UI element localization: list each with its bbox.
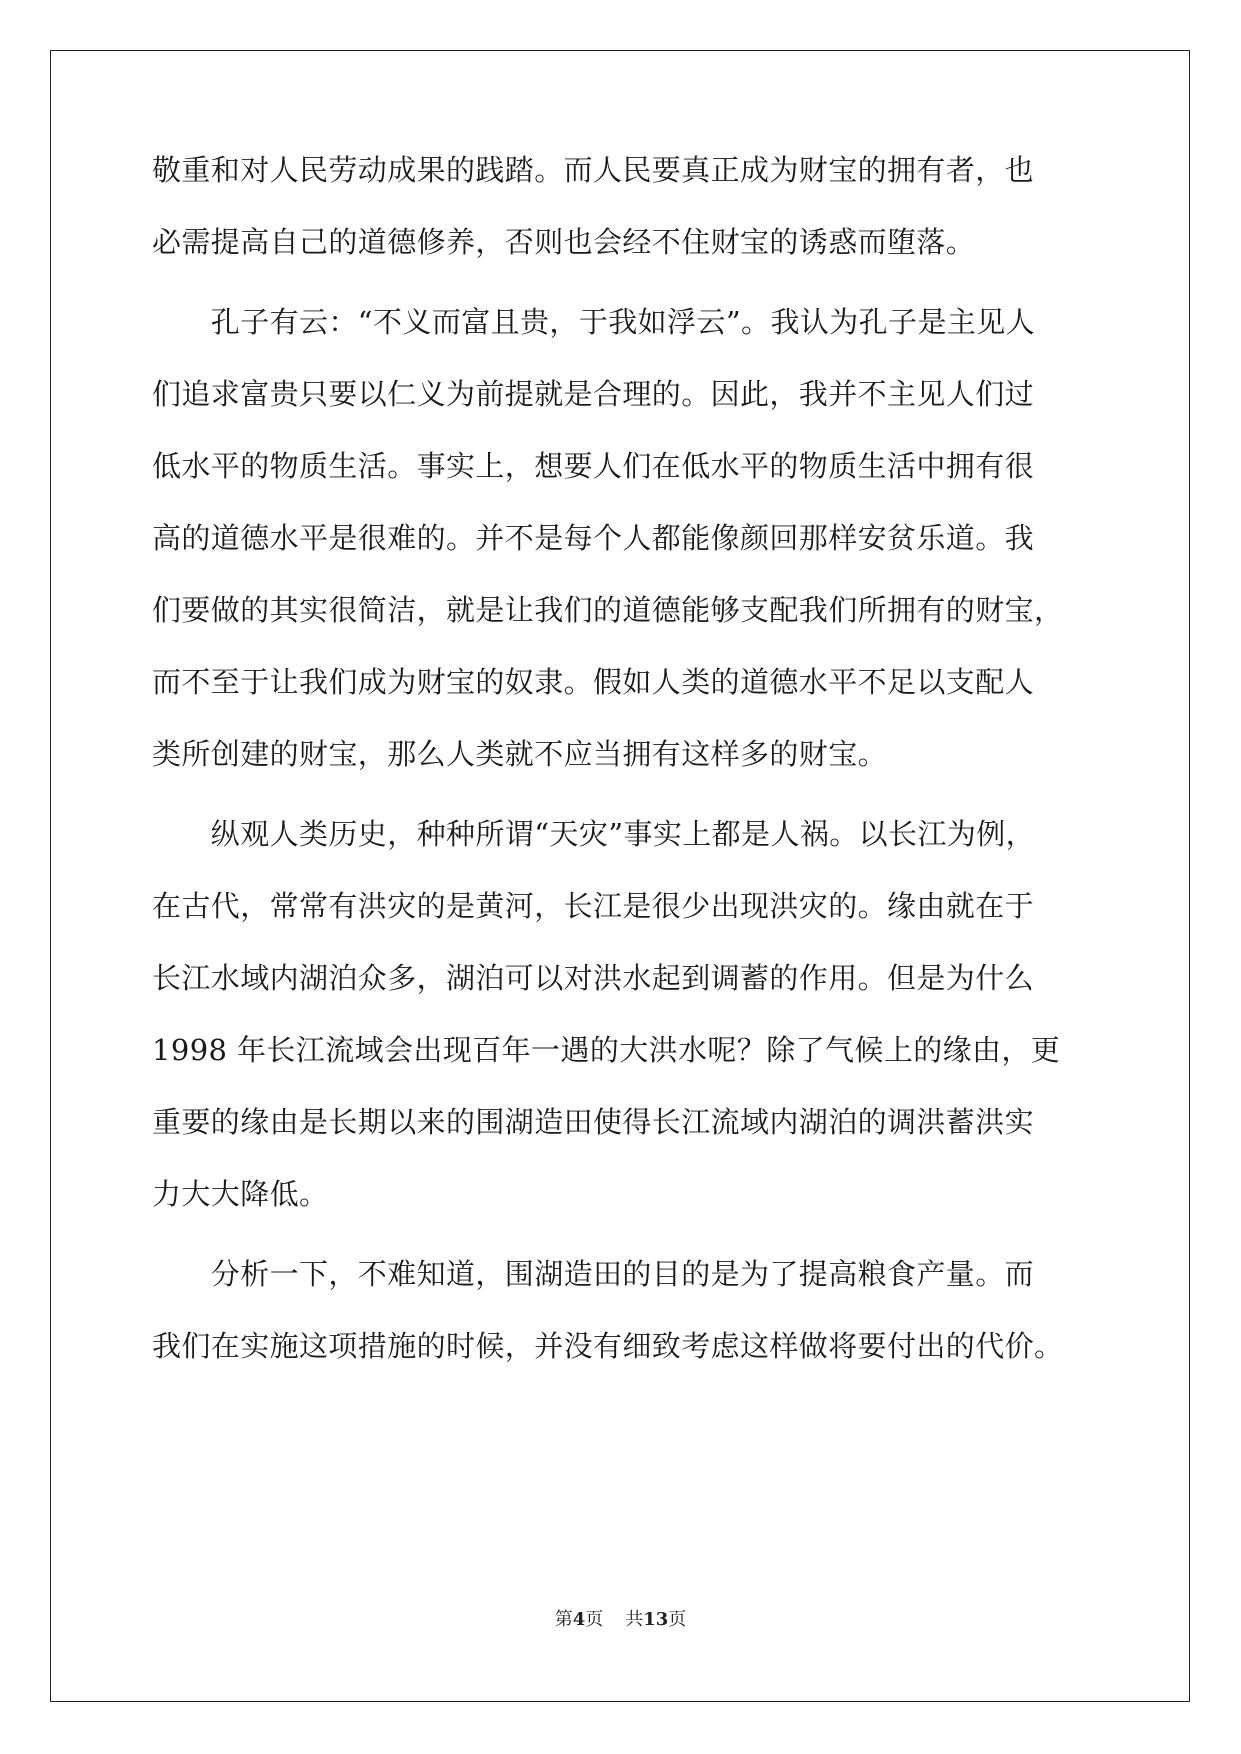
text-line: 重要的缘由是长期以来的围湖造田使得长江流域内湖泊的调洪蓄洪实 [152,1105,1035,1139]
paragraph-start-line: 纵观人类历史，种种所谓“天灾”事实上都是人祸。以长江为例， [152,817,1036,851]
page-border [50,50,1190,1702]
total-pages: 13 [643,1609,669,1630]
text-line: 低水平的物质生活。事实上，想要人们在低水平的物质生活中拥有很 [152,449,1035,483]
paragraph-start-line: 分析一下，不难知道，围湖造田的目的是为了提高粮食产量。而 [152,1257,1035,1291]
text-line: 类所创建的财宝，那么人类就不应当拥有这样多的财宝。 [152,737,888,771]
text-line: 力大大降低。 [152,1177,329,1211]
page-prefix: 第 [554,1609,573,1630]
page-number: 4 [572,1609,586,1630]
paragraph-start-line: 孔子有云：“不义而富且贵，于我如浮云”。我认为孔子是主见人 [152,305,1036,339]
total-suffix: 页 [668,1609,687,1630]
page-footer [0,1608,1241,1632]
text-line: 敬重和对人民劳动成果的践踏。而人民要真正成为财宝的拥有者，也 [152,153,1035,187]
text-line: 在古代，常常有洪灾的是黄河，长江是很少出现洪灾的。缘由就在于 [152,889,1035,923]
text-line: 们追求富贵只要以仁义为前提就是合理的。因此，我并不主见人们过 [152,377,1035,411]
text-line: 必需提高自己的道德修养，否则也会经不住财宝的诱惑而堕落。 [152,225,976,259]
text-line: 们要做的其实很简洁，就是让我们的道德能够支配我们所拥有的财宝， [152,593,1064,627]
text-line: 我们在实施这项措施的时候，并没有细致考虑这样做将要付出的代价。 [152,1329,1064,1363]
text-line: 长江水域内湖泊众多，湖泊可以对洪水起到调蓄的作用。但是为什么 [152,961,1035,995]
text-line: 高的道德水平是很难的。并不是每个人都能像颜回那样安贫乐道。我 [152,521,1035,555]
text-line: 而不至于让我们成为财宝的奴隶。假如人类的道德水平不足以支配人 [152,665,1035,699]
total-prefix: 共 [625,1609,644,1630]
text-line: 1998 年长江流域会出现百年一遇的大洪水呢？除了气候上的缘由，更 [152,1033,1061,1067]
page-suffix: 页 [585,1609,604,1630]
